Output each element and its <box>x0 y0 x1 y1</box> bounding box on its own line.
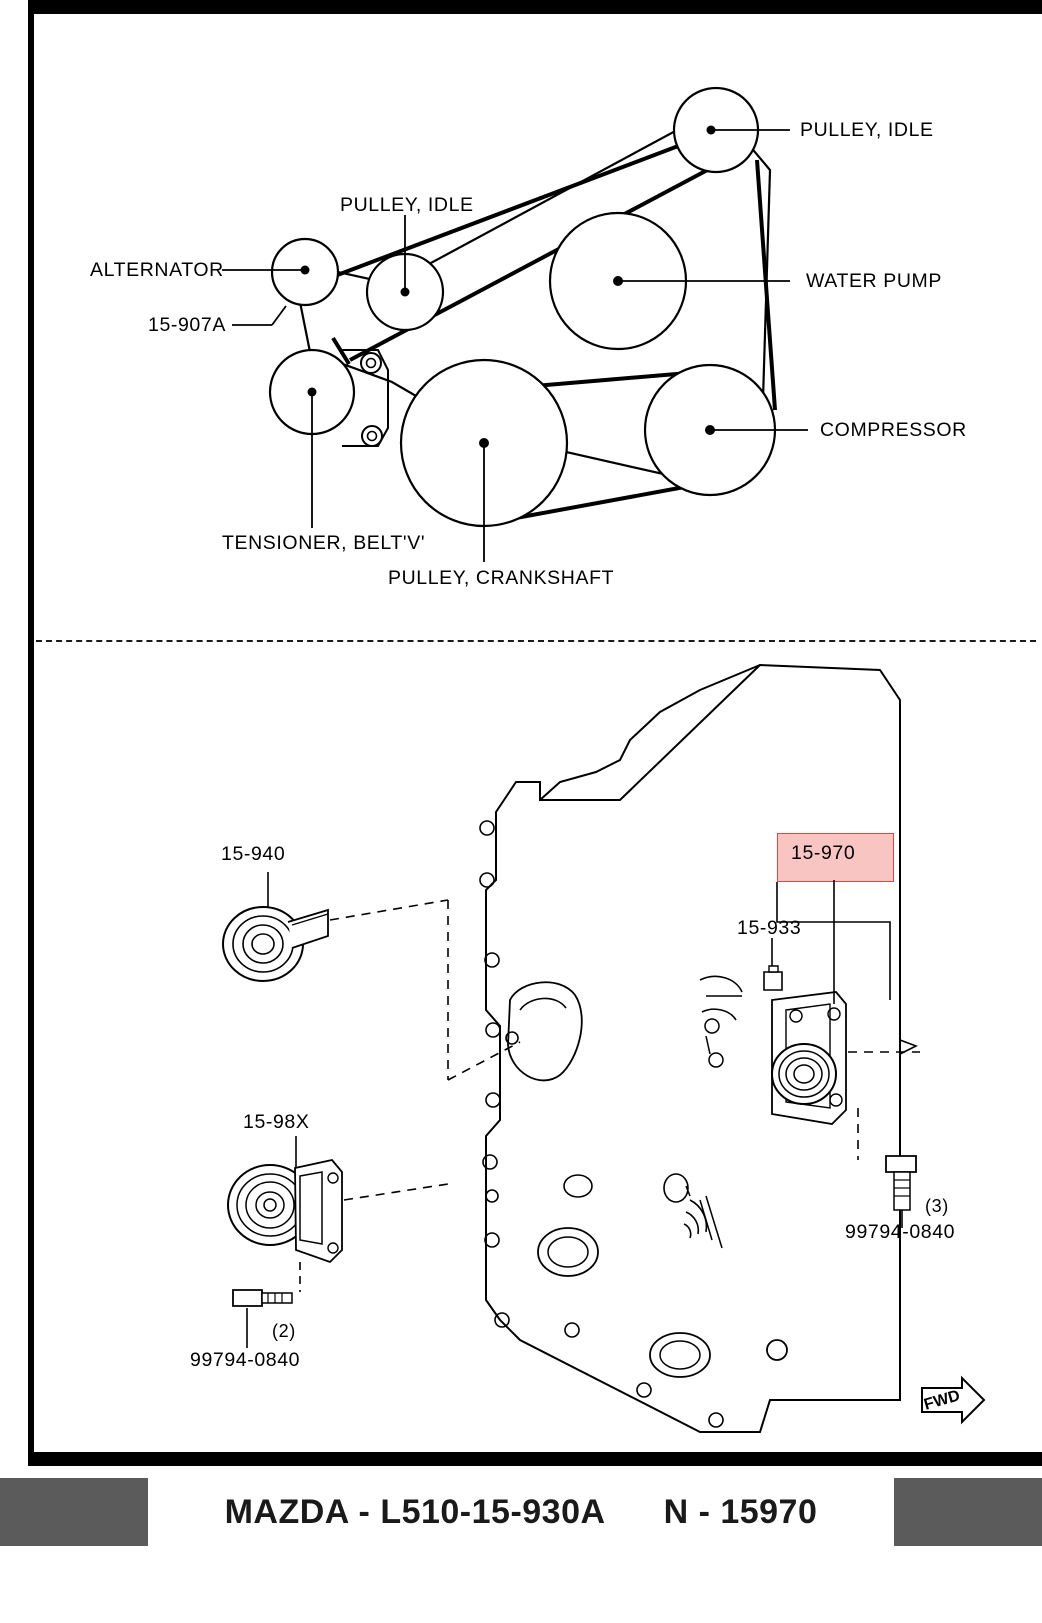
label-bolt-left: 99794-0840 <box>190 1349 301 1371</box>
label-bolt-right-qty: (3) <box>925 1196 949 1216</box>
footer-part-code: N - 15970 <box>663 1492 818 1531</box>
label-bolt-right: 99794-0840 <box>845 1221 956 1243</box>
label-pulley-crankshaft: PULLEY, CRANKSHAFT <box>388 567 615 589</box>
footer-spacer <box>0 1546 1042 1623</box>
label-15-98x: 15-98X <box>243 1111 310 1133</box>
fwd-arrow-icon <box>916 1378 986 1430</box>
label-pulley-idle-center: PULLEY, IDLE <box>340 194 474 216</box>
label-pulley-idle-upper-right: PULLEY, IDLE <box>800 119 934 141</box>
label-bolt-left-qty: (2) <box>272 1321 296 1341</box>
label-water-pump: WATER PUMP <box>806 270 942 292</box>
label-15-940: 15-940 <box>221 843 286 865</box>
label-15-970: 15-970 <box>791 842 856 864</box>
label-alternator: ALTERNATOR <box>90 259 224 281</box>
footer-brand-part: MAZDA - L510-15-930A <box>224 1492 606 1531</box>
label-15-933: 15-933 <box>737 917 802 939</box>
label-tensioner-belt-v: TENSIONER, BELT'V' <box>222 532 426 554</box>
label-15-907a: 15-907A <box>148 314 226 336</box>
footer <box>0 1478 1042 1546</box>
label-compressor: COMPRESSOR <box>820 419 967 441</box>
fwd-arrow-label: FWD <box>922 1387 962 1414</box>
